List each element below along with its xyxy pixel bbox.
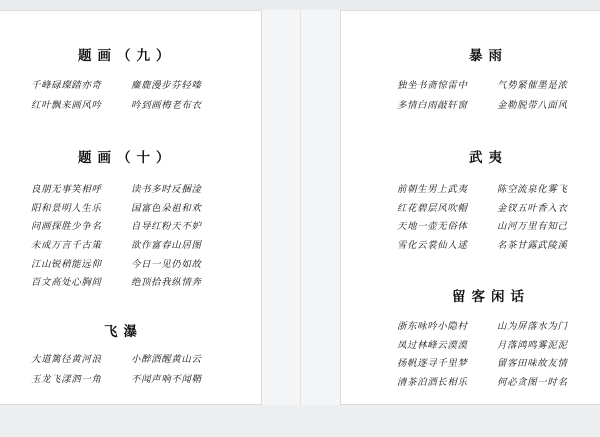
poem-line: 问画探胜少争名 xyxy=(31,221,102,232)
page-gutter xyxy=(262,10,340,405)
poem-line: 前朝生男上武夷 xyxy=(397,184,468,195)
poem-line: 未成万言千古策 xyxy=(31,240,102,251)
poem-line: 留客田味故友情 xyxy=(497,358,568,369)
poem-line: 气势紧催墨是浓 xyxy=(497,80,568,91)
poem-line: 自导红粉天不妒 xyxy=(131,221,202,232)
poem-line: 凤过林峰云漠漠 xyxy=(397,340,468,351)
poem-line: 百文高处心胸间 xyxy=(31,277,102,288)
poem-line: 独坐书斋惊雷中 xyxy=(397,80,468,91)
poem-line: 金勒脱带八面风 xyxy=(497,100,568,111)
poem-line: 清茶泊酒长相乐 xyxy=(397,377,468,388)
poem-title-liu-ke-xian-hua: 留客闲话 xyxy=(452,289,530,305)
poem-title-ti-hua-10: 题画（十） xyxy=(78,150,176,166)
poem-line: 红叶飘来画风吟 xyxy=(31,100,102,111)
poem-line: 小醉酒醒黄山云 xyxy=(131,354,202,365)
poem-line: 绝顶拾我纵情奔 xyxy=(131,277,202,288)
poem-title-ti-hua-9: 题画（九） xyxy=(78,48,176,64)
poem-line: 大道篱径黄河浪 xyxy=(31,354,102,365)
gutter-line xyxy=(300,10,301,405)
poem-title-fei-pu: 飞瀑 xyxy=(104,324,143,340)
poem-line: 月落鸿鸣雾泥泥 xyxy=(497,340,568,351)
poem-line: 天地一壶无俗体 xyxy=(397,221,468,232)
poem-line: 何必贪图一时名 xyxy=(497,377,568,388)
poem-line: 麋鹿漫步芬轻嗪 xyxy=(131,80,202,91)
top-strip xyxy=(0,0,600,10)
poem-line: 今日一见仍如故 xyxy=(131,259,202,270)
poem-line: 江山锐稍能远仰 xyxy=(31,259,102,270)
poem-line: 良朋无事笑相呼 xyxy=(31,184,102,195)
poem-line: 千峰碌璨踏亦奇 xyxy=(31,80,102,91)
poem-line: 扬帆逐寻千里梦 xyxy=(397,358,468,369)
bottom-strip xyxy=(0,405,600,437)
poem-line: 不闻声响不闻鞘 xyxy=(131,374,202,385)
poem-line: 雪化云裳仙人逑 xyxy=(397,240,468,251)
poem-line: 多情白雨敲轩窗 xyxy=(397,100,468,111)
poem-line: 读书多时反捆淦 xyxy=(131,184,202,195)
poem-line: 山为屏落水为门 xyxy=(497,321,568,332)
poem-line: 国富色朵祖和欢 xyxy=(131,203,202,214)
poem-line: 陈空流泉化雾飞 xyxy=(497,184,568,195)
poem-line: 欲作富春山居图 xyxy=(131,240,202,251)
poem-line: 阳和景明人生乐 xyxy=(31,203,102,214)
poem-title-bao-yu: 暴雨 xyxy=(469,48,508,64)
poem-line: 名茶甘露武陵溪 xyxy=(497,240,568,251)
poem-title-wu-yi: 武夷 xyxy=(469,150,508,166)
poem-line: 金钗五叶香入衣 xyxy=(497,203,568,214)
poem-line: 红花碧层风吹帽 xyxy=(397,203,468,214)
poem-line: 山河万里有知己 xyxy=(497,221,568,232)
poem-line: 玉龙飞漾泗一角 xyxy=(31,374,102,385)
poem-line: 吟到画梅老布衣 xyxy=(131,100,202,111)
poem-line: 浙东咏吟小隐村 xyxy=(397,321,468,332)
